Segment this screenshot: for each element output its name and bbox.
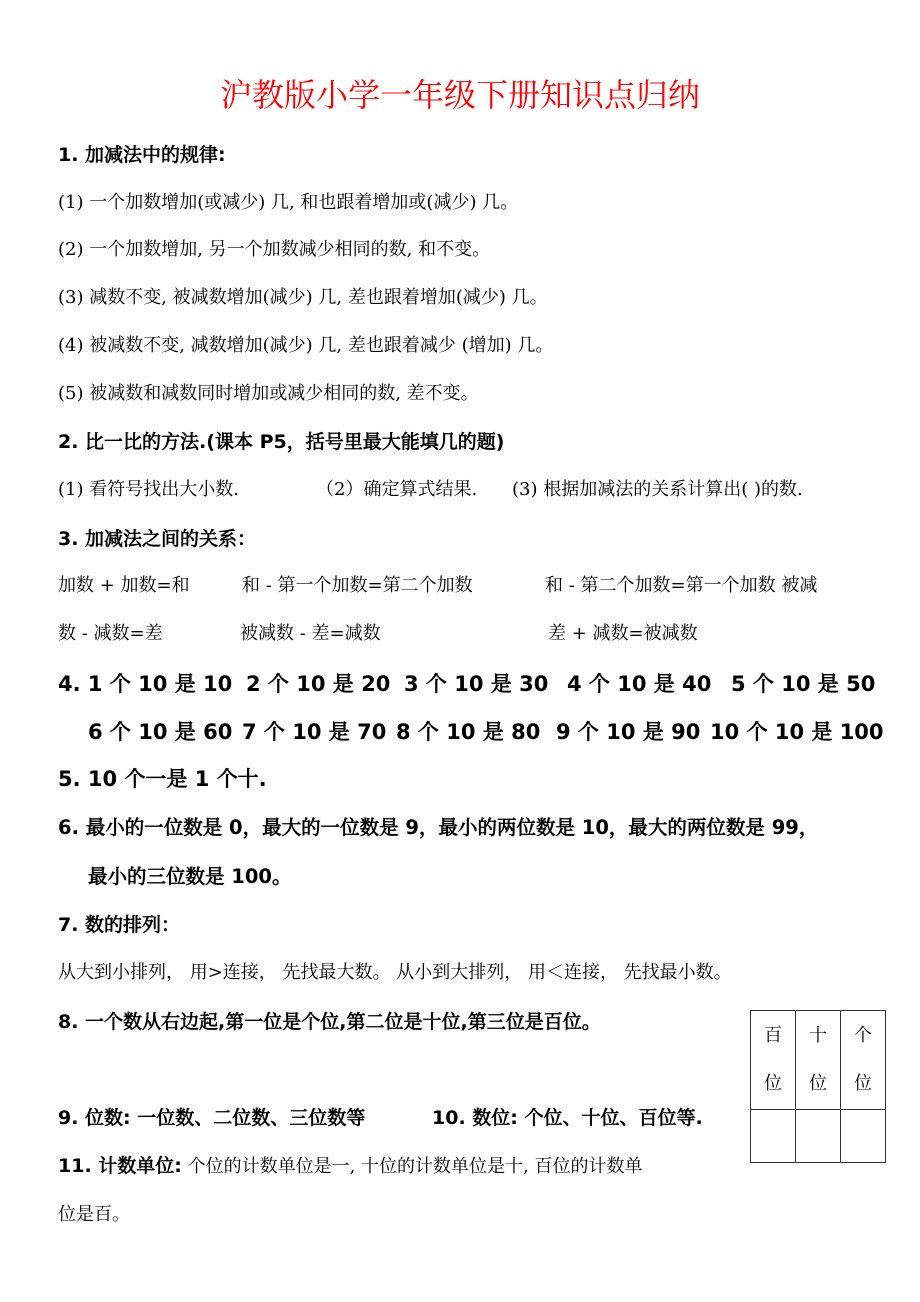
section-11: [58, 1153, 642, 1180]
rule-4: (4) 被减数不变, 减数增加(减少) 几, 差也跟着减少 (增加) 几。: [58, 335, 554, 356]
section-9: 9. 位数: 一位数、二位数、三位数等: [58, 1107, 366, 1129]
page-title: 沪教版小学一年级下册知识点归纳: [219, 76, 700, 114]
method-2: （2）确定算式结果.: [316, 479, 478, 500]
section-2-heading: 2. 比一比的方法.(课本 P5，括号里最大能填几的题): [58, 431, 505, 453]
section-11-text-cont: 位是百。: [58, 1204, 130, 1225]
section-10: 10. 数位: 个位、十位、百位等.: [432, 1107, 703, 1129]
rule-3: (3) 减数不变, 被减数增加(减少) 几, 差也跟着增加(减少) 几。: [58, 287, 548, 308]
header-tens: [796, 1011, 841, 1110]
tens-3: 3 个 10 是 30: [404, 672, 549, 696]
tens-10: 10 个 10 是 100: [710, 720, 884, 744]
relation-2: 和 - 第一个加数=第二个加数: [242, 575, 473, 596]
relation-5: 被减数 - 差=减数: [240, 623, 381, 644]
empty-cell: [751, 1110, 796, 1163]
tens-8: 8 个 10 是 80: [396, 720, 541, 744]
place-value-table: [750, 1010, 886, 1163]
tens-7: 7 个 10 是 70: [242, 720, 387, 744]
relation-4: 数 - 减数=差: [58, 623, 163, 644]
header-tens-label: 十 位: [809, 1025, 827, 1094]
method-3: (3) 根据加减法的关系计算出( )的数.: [512, 479, 803, 500]
tens-4: 4 个 10 是 40: [567, 672, 712, 696]
empty-cell: [796, 1110, 841, 1163]
header-ones-label: 个 位: [854, 1025, 872, 1094]
relation-3: 和 - 第二个加数=第一个加数 被减: [545, 575, 818, 596]
section-7-text: 从大到小排列， 用>连接， 先找最大数。 从小到大排列， 用＜连接， 先找最小数。: [58, 962, 732, 983]
section-11-label: 11. 计数单位:: [58, 1155, 182, 1177]
method-1: (1) 看符号找出大小数.: [58, 479, 239, 500]
section-11-text: 个位的计数单位是一, 十位的计数单位是十, 百位的计数单: [181, 1156, 643, 1177]
header-hundreds: [751, 1011, 796, 1110]
header-hundreds-label: 百 位: [764, 1025, 782, 1094]
tens-9: 9 个 10 是 90: [556, 720, 701, 744]
tens-1: 4. 1 个 10 是 10: [58, 672, 233, 696]
section-8: 8. 一个数从右边起,第一位是个位,第二位是十位,第三位是百位。: [58, 1011, 601, 1033]
section-6-line2: 最小的三位数是 100。: [88, 865, 292, 888]
relation-6: 差 + 减数=被减数: [548, 623, 698, 644]
tens-2: 2 个 10 是 20: [246, 672, 391, 696]
section-7-heading: 7. 数的排列：: [58, 914, 181, 936]
section-5: 5. 10 个一是 1 个十.: [58, 767, 267, 791]
section-6-line1: 6. 最小的一位数是 0，最大的一位数是 9，最小的两位数是 10，最大的两位数是 99，: [58, 816, 819, 839]
section-1-heading: 1. 加减法中的规律:: [58, 144, 226, 166]
rule-2: (2) 一个加数增加, 另一个加数减少相同的数, 和不变。: [58, 239, 491, 260]
empty-cell: [841, 1110, 886, 1163]
section-3-heading: 3. 加减法之间的关系：: [58, 528, 257, 550]
header-ones: [841, 1011, 886, 1110]
relation-1: 加数 + 加数=和: [58, 575, 190, 596]
tens-6: 6 个 10 是 60: [88, 720, 233, 744]
tens-5: 5 个 10 是 50: [731, 672, 876, 696]
rule-1: (1) 一个加数增加(或减少) 几, 和也跟着增加或(减少) 几。: [58, 192, 519, 213]
rule-5: (5) 被减数和减数同时增加或减少相同的数, 差不变。: [58, 383, 479, 404]
